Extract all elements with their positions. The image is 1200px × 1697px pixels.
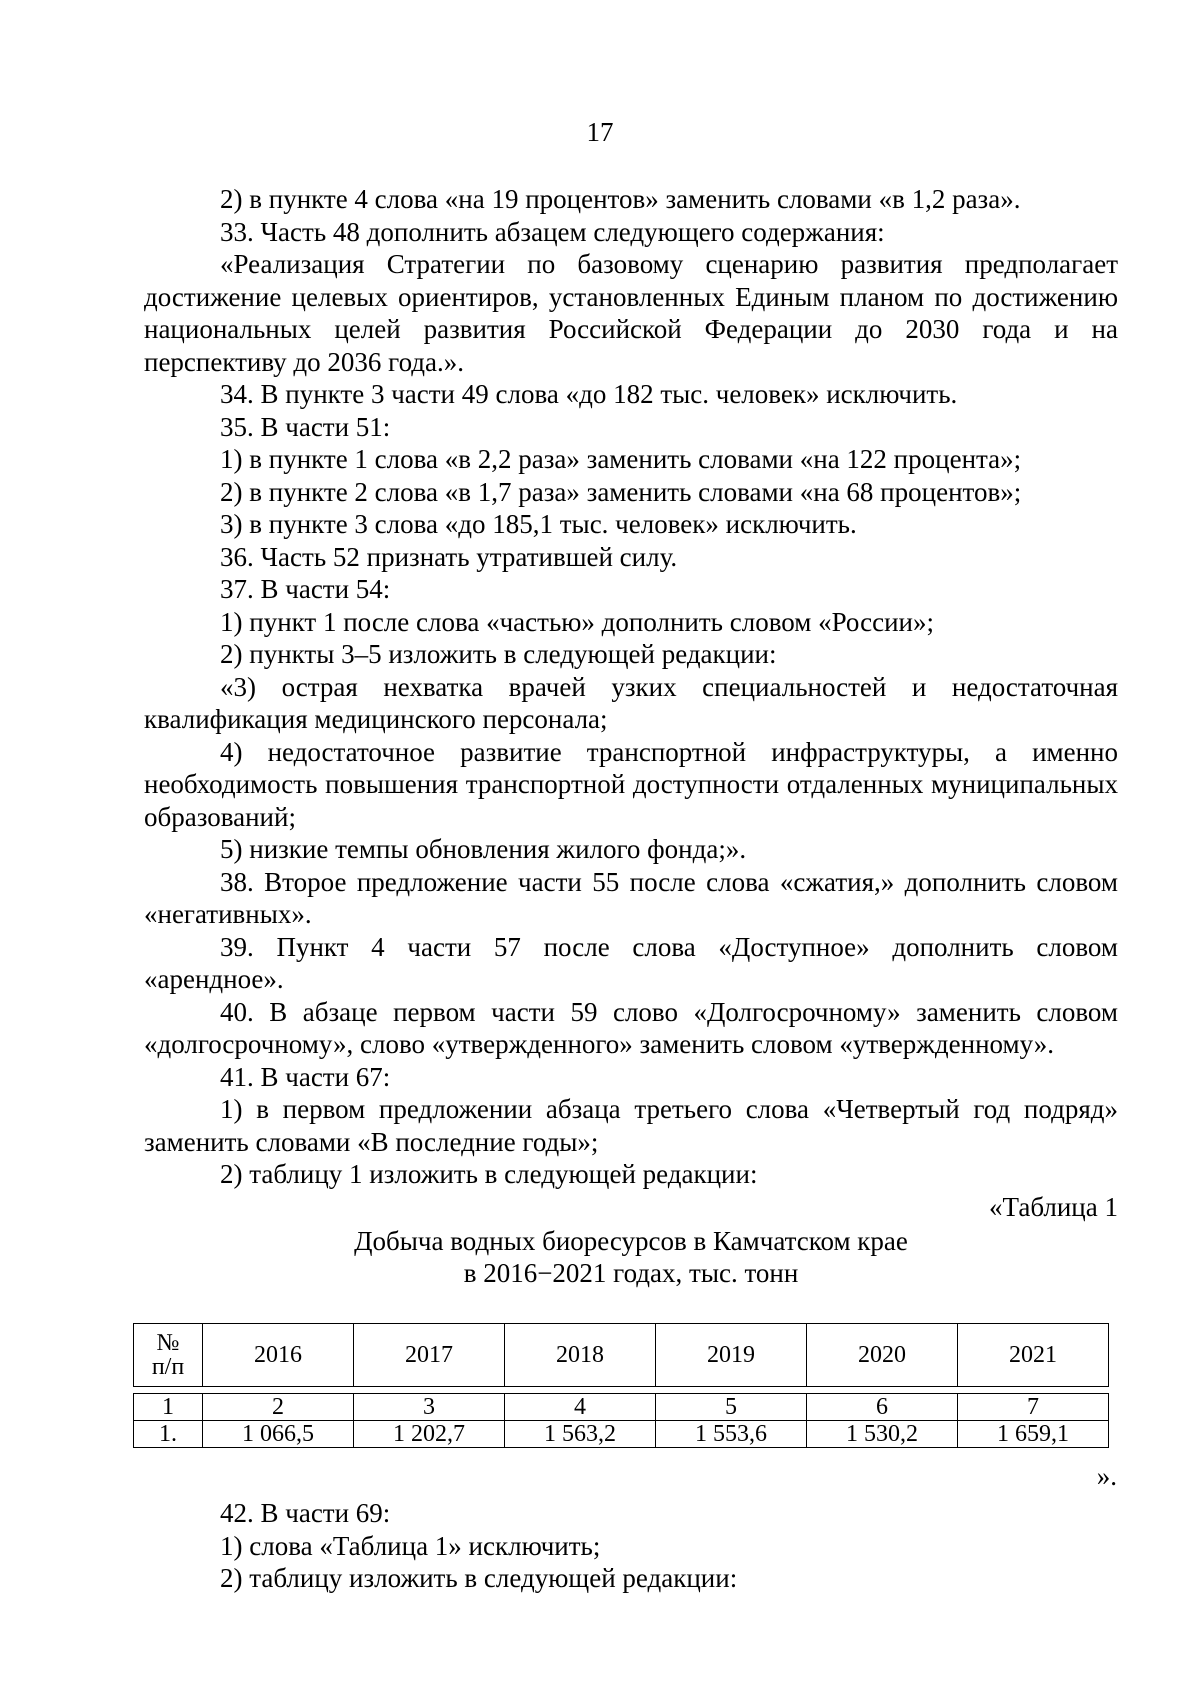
paragraph: 2) таблицу изложить в следующей редакции: — [220, 1563, 738, 1593]
column-number-cell: 6 — [807, 1394, 958, 1421]
paragraph: 2) таблицу 1 изложить в следующей редакции: — [220, 1159, 758, 1189]
paragraph: 35. В части 51: — [220, 411, 391, 442]
header-cell-year: 2021 — [958, 1324, 1109, 1387]
paragraph: 34. В пункте 3 части 49 слова «до 182 тыс. человек» исключить. — [220, 379, 958, 409]
column-number-cell: 4 — [505, 1394, 656, 1421]
paragraph: 1) в пункте 1 слова «в 2,2 раза» заменить словами «на 122 процента»; — [220, 444, 1022, 474]
paragraph: 36. Часть 52 признать утратившей силу. — [220, 541, 678, 572]
table-cell: 1 066,5 — [203, 1421, 354, 1448]
paragraph: 39. Пункт 4 части 57 после слова «Доступное» дополнить словом «арендное». — [144, 931, 1118, 994]
table-closing-quote: ». — [1096, 1461, 1117, 1491]
paragraph: 1) в первом предложении абзаца третьего слова «Четвертый год подряд» заменить словами «В последние годы»; — [144, 1094, 1118, 1157]
paragraph: «3) острая нехватка врачей узких специальностей и недостаточная квалификация медицинского персонала; — [144, 671, 1118, 734]
table-cell: 1. — [134, 1421, 203, 1448]
table-caption — [144, 1225, 1118, 1289]
paragraph: 33. Часть 48 дополнить абзацем следующего содержания: — [220, 216, 885, 247]
paragraph: 2) в пункте 4 слова «на 19 процентов» заменить словами «в 1,2 раза». — [220, 184, 1021, 214]
table-header-row — [134, 1324, 1109, 1387]
table-cell: 1 563,2 — [505, 1421, 656, 1448]
table-cell: 1 553,6 — [656, 1421, 807, 1448]
paragraph: 37. В части 54: — [220, 574, 391, 604]
table-gap-row — [134, 1387, 1109, 1394]
header-cell-year: 2017 — [354, 1324, 505, 1387]
header-cell-year: 2016 — [203, 1324, 354, 1387]
header-number-sign: № — [156, 1330, 180, 1356]
document-body-continued — [144, 1497, 1118, 1595]
table-caption-line-2: в 2016−2021 годах, тыс. тонн — [463, 1258, 799, 1288]
document-body — [144, 183, 1118, 1289]
paragraph: 1) пункт 1 после слова «частью» дополнить словом «России»; — [220, 606, 934, 637]
paragraph: 3) в пункте 3 слова «до 185,1 тыс. человек» исключить. — [220, 509, 857, 539]
column-number-cell: 1 — [134, 1394, 203, 1421]
table-caption-line-1: Добыча водных биоресурсов в Камчатском крае — [354, 1226, 908, 1256]
table-row — [134, 1421, 1109, 1448]
header-cell-year: 2018 — [505, 1324, 656, 1387]
header-cell-year: 2019 — [656, 1324, 807, 1387]
paragraph: 42. В части 69: — [220, 1498, 391, 1528]
paragraph: 5) низкие темпы обновления жилого фонда;». — [220, 834, 747, 864]
column-number-cell: 7 — [958, 1394, 1109, 1421]
page-number: 17 — [586, 117, 614, 147]
paragraph: 41. В части 67: — [220, 1061, 391, 1092]
table-label: «Таблица 1 — [989, 1191, 1118, 1222]
table-cell: 1 659,1 — [958, 1421, 1109, 1448]
paragraph: 40. В абзаце первом части 59 слово «Долгосрочному» заменить словом «долгосрочному», слово «утвержденного» заменить словом «утвержденному». — [144, 996, 1118, 1059]
data-table — [133, 1323, 1109, 1448]
paragraph: 2) пункты 3–5 изложить в следующей редакции: — [220, 639, 777, 669]
table-cell: 1 202,7 — [354, 1421, 505, 1448]
table-cell: 1 530,2 — [807, 1421, 958, 1448]
column-numbers-row — [134, 1394, 1109, 1421]
header-number-abbrev: п/п — [151, 1354, 185, 1380]
column-number-cell: 3 — [354, 1394, 505, 1421]
paragraph: 4) недостаточное развитие транспортной инфраструктуры, а именно необходимость повышения транспортной доступности отдаленных муниципальных образований; — [144, 736, 1118, 832]
column-number-cell: 5 — [656, 1394, 807, 1421]
paragraph: 2) в пункте 2 слова «в 1,7 раза» заменить словами «на 68 процентов»; — [220, 476, 1022, 507]
paragraph: 38. Второе предложение части 55 после слова «сжатия,» дополнить словом «негативных». — [144, 866, 1118, 929]
paragraph: «Реализация Стратегии по базовому сценарию развития предполагает достижение целевых ориентиров, установленных Единым планом по достижению национальных целей развития Российской Федерации до 2030 года и на перспективу до 2036 года.». — [144, 249, 1118, 377]
header-cell-year: 2020 — [807, 1324, 958, 1387]
paragraph: 1) слова «Таблица 1» исключить; — [220, 1530, 601, 1561]
header-cell-number — [134, 1324, 203, 1387]
column-number-cell: 2 — [203, 1394, 354, 1421]
